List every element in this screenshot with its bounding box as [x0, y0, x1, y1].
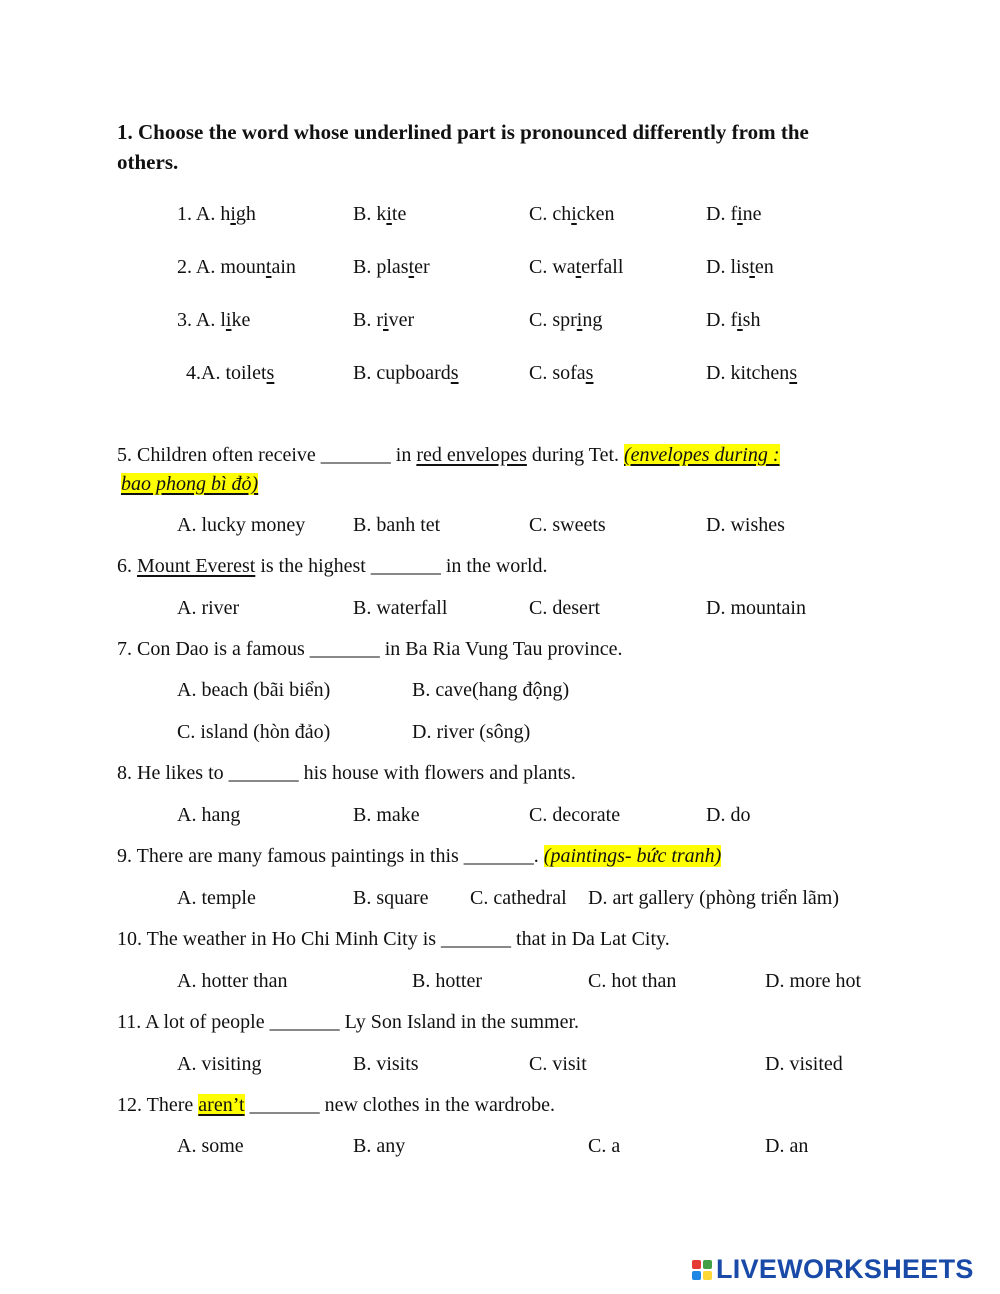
q12-option-d[interactable]: D. an: [765, 1135, 809, 1157]
question-9-note: (paintings- bức tranh): [543, 845, 722, 867]
pron-q3-option-d-post: sh: [742, 309, 761, 331]
pron-q1-option-c-pre: C. ch: [529, 203, 572, 225]
q12-option-c[interactable]: C. a: [588, 1135, 621, 1157]
q7-option-d[interactable]: D. river (sông): [412, 721, 531, 743]
q9-option-c[interactable]: C. cathedral: [470, 887, 567, 909]
pron-q4-option-d-pre: D. kitchen: [706, 362, 790, 384]
question-8: 8. He likes to _______ his house with flowers and plants.: [117, 762, 576, 784]
q12-option-b[interactable]: B. any: [353, 1135, 406, 1157]
question-10: 10. The weather in Ho Chi Minh City is _______ that in Da Lat City.: [117, 928, 670, 950]
pron-q1-option-d-post: ne: [742, 203, 762, 225]
pron-q3-option-a-pre: 3. A. l: [177, 309, 226, 331]
pron-q3-option-d-mid: i: [737, 309, 743, 331]
q10-option-a[interactable]: A. hotter than: [177, 970, 288, 992]
pron-q4-option-b-pre: B. cupboard: [353, 362, 451, 384]
pron-q3-option-c-mid: i: [576, 309, 583, 331]
question-9: [117, 843, 721, 869]
logo-text: LIVEWORKSHEETS: [716, 1254, 974, 1284]
pron-q2-option-b-post: er: [414, 256, 430, 278]
logo-squares-icon: [692, 1260, 712, 1280]
question-12-text: 12. There: [117, 1094, 199, 1116]
q9-option-b[interactable]: B. square: [353, 887, 429, 909]
pron-q3-option-b-post: ver: [388, 309, 415, 331]
question-5-note-line2-wrap: [121, 471, 258, 497]
pron-q2-option-a-pre: 2. A. moun: [177, 256, 266, 278]
question-12-highlighted: aren’t: [198, 1094, 245, 1116]
q10-option-b[interactable]: B. hotter: [412, 970, 482, 992]
pron-q2-option-c-pre: C. wa: [529, 256, 576, 278]
question-7: 7. Con Dao is a famous _______ in Ba Ria Vung Tau province.: [117, 638, 623, 660]
pron-q2-option-d-mid: t: [749, 256, 755, 278]
pron-q2-option-b-pre: B. plas: [353, 256, 409, 278]
q7-option-a[interactable]: A. beach (bãi biển): [177, 679, 331, 701]
q7-option-b[interactable]: B. cave(hang động): [412, 679, 570, 701]
pron-q2-option-a-mid: t: [265, 256, 272, 278]
pron-q1-option-d-pre: D. f: [706, 203, 738, 225]
q5-option-b[interactable]: B. banh tet: [353, 514, 441, 536]
pron-q1-option-b-post: te: [391, 203, 407, 225]
pron-q3-option-c-post: ng: [582, 309, 603, 331]
pron-q3-option-b-pre: B. r: [353, 309, 383, 331]
liveworksheets-logo: [692, 1254, 974, 1285]
q8-option-b[interactable]: B. make: [353, 804, 420, 826]
q8-option-a[interactable]: A. hang: [177, 804, 241, 826]
pron-q4-option-a-mid: s: [266, 362, 275, 384]
pron-q2-option-a-post: ain: [271, 256, 296, 278]
pron-q1-option-c-post: cken: [576, 203, 615, 225]
pron-q3-option-b-mid: i: [383, 309, 389, 331]
pron-q4-option-c-pre: C. sofa: [529, 362, 586, 384]
q11-option-c[interactable]: C. visit: [529, 1053, 587, 1075]
q11-option-a[interactable]: A. visiting: [177, 1053, 262, 1075]
q7-option-c[interactable]: C. island (hòn đảo): [177, 721, 331, 743]
question-12: [117, 1092, 555, 1118]
pron-q4-option-d-mid: s: [789, 362, 798, 384]
pron-q2-option-a[interactable]: [177, 254, 296, 280]
pron-q1-option-d[interactable]: [706, 201, 762, 227]
pron-q2-option-d[interactable]: [706, 254, 774, 280]
pron-q1-option-b-mid: i: [386, 203, 392, 225]
q5-option-a[interactable]: A. lucky money: [177, 514, 306, 536]
pron-q3-option-d-pre: D. f: [706, 309, 738, 331]
section-heading-line2: others.: [117, 150, 179, 174]
pron-q4-option-a-pre: 4.A. toilet: [186, 362, 267, 384]
pron-q4-option-c[interactable]: [529, 360, 593, 386]
question-5-text: 5. Children often receive _______ in: [117, 444, 417, 466]
pron-q3-option-c[interactable]: [529, 307, 602, 333]
pron-q2-option-d-post: en: [754, 256, 774, 278]
question-11: 11. A lot of people _______ Ly Son Island in the summer.: [117, 1011, 580, 1033]
q12-option-a[interactable]: A. some: [177, 1135, 244, 1157]
q10-option-c[interactable]: C. hot than: [588, 970, 677, 992]
pron-q2-option-c-mid: t: [575, 256, 582, 278]
pron-q1-option-a-mid: i: [230, 203, 236, 225]
pron-q1-option-c-mid: i: [571, 203, 577, 225]
pron-q4-option-c-mid: s: [585, 362, 594, 384]
question-5-text-end: during Tet.: [526, 444, 624, 466]
question-5-note: (envelopes during :: [624, 444, 780, 466]
pron-q1-option-a[interactable]: [177, 201, 256, 227]
question-6-text: 6.: [117, 555, 137, 577]
pron-q3-option-d[interactable]: [706, 307, 760, 333]
question-9-text: 9. There are many famous paintings in this _______.: [117, 845, 544, 867]
q8-option-c[interactable]: C. decorate: [529, 804, 621, 826]
q5-option-d[interactable]: D. wishes: [706, 514, 785, 536]
logo-square-red: [692, 1260, 701, 1269]
pron-q1-option-c[interactable]: [529, 201, 615, 227]
pron-q1-option-a-pre: 1. A. h: [177, 203, 231, 225]
pron-q3-option-c-pre: C. spr: [529, 309, 577, 331]
question-6: [117, 553, 548, 579]
q8-option-d[interactable]: D. do: [706, 804, 751, 826]
pron-q4-option-d[interactable]: [706, 360, 797, 386]
q6-option-c[interactable]: C. desert: [529, 597, 601, 619]
q11-option-b[interactable]: B. visits: [353, 1053, 419, 1075]
pron-q2-option-b-mid: t: [408, 256, 415, 278]
q11-option-d[interactable]: D. visited: [765, 1053, 843, 1075]
pron-q2-option-c[interactable]: [529, 254, 623, 280]
q5-option-c[interactable]: C. sweets: [529, 514, 606, 536]
pron-q3-option-b[interactable]: [353, 307, 414, 333]
q6-option-a[interactable]: A. river: [177, 597, 240, 619]
q10-option-d[interactable]: D. more hot: [765, 970, 862, 992]
pron-q4-option-b-mid: s: [450, 362, 459, 384]
pron-q2-option-d-pre: D. lis: [706, 256, 750, 278]
question-6-underlined: Mount Everest: [137, 555, 256, 577]
pron-q2-option-c-post: erfall: [581, 256, 624, 278]
pron-q1-option-d-mid: i: [737, 203, 743, 225]
pron-q1-option-a-post: gh: [235, 203, 256, 225]
question-6-text-end: is the highest _______ in the world.: [255, 555, 548, 577]
q6-option-d[interactable]: D. mountain: [706, 597, 806, 619]
q6-option-b[interactable]: B. waterfall: [353, 597, 448, 619]
question-5-note-line2: bao phong bì đỏ): [121, 473, 259, 495]
pron-q3-option-a-mid: i: [225, 309, 232, 331]
pron-q4-option-a[interactable]: [186, 360, 274, 386]
pron-q1-option-b-pre: B. k: [353, 203, 387, 225]
logo-square-yellow: [703, 1271, 712, 1280]
pron-q1-option-b[interactable]: [353, 201, 406, 227]
pron-q3-option-a[interactable]: [177, 307, 250, 333]
pron-q4-option-b[interactable]: [353, 360, 459, 386]
logo-square-green: [703, 1260, 712, 1269]
pron-q3-option-a-post: ke: [231, 309, 251, 331]
q9-option-d[interactable]: D. art gallery (phòng triển lãm): [588, 887, 840, 909]
section-heading-line1: 1. Choose the word whose underlined part is pronounced differently from the: [117, 120, 809, 144]
question-5: [117, 442, 780, 468]
pron-q2-option-b[interactable]: [353, 254, 430, 280]
logo-square-blue: [692, 1271, 701, 1280]
question-12-text-end: _______ new clothes in the wardrobe.: [244, 1094, 556, 1116]
question-5-underlined: red envelopes: [416, 444, 527, 466]
q9-option-a[interactable]: A. temple: [177, 887, 256, 909]
